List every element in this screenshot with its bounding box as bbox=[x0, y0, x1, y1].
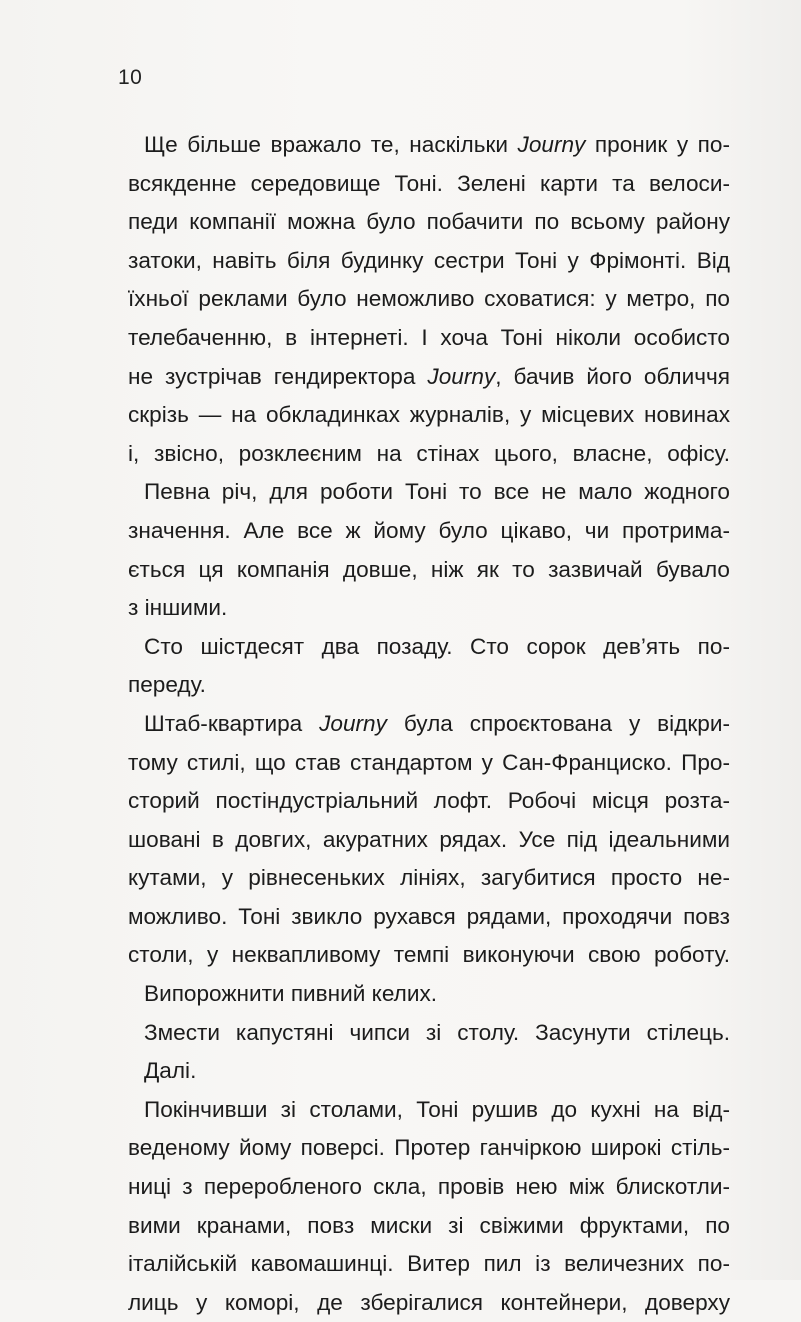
text-line: шовані в довгих, акуратних рядах. Усе під ідеальними bbox=[128, 826, 730, 852]
italic-text: Journy bbox=[427, 363, 496, 389]
text-line: ниці з переробленого скла, провів нею між блискотли- bbox=[128, 1174, 730, 1200]
text-line: можливо. Тоні звикло рухався рядами, проходячи повз bbox=[128, 903, 730, 929]
italic-text: Journy bbox=[319, 710, 387, 736]
text-line: веденому йому поверсі. Протер ганчіркою широкі стіль- bbox=[128, 1135, 730, 1161]
text-line: Ще більше вражало те, наскільки Journy проник у по- bbox=[144, 132, 730, 157]
text-line: Сто шістдесят два позаду. Сто сорок дев’ять по- bbox=[144, 633, 730, 659]
text-line: вими кранами, повз миски зі свіжими фруктами, по bbox=[128, 1212, 730, 1238]
body-text bbox=[128, 126, 730, 1322]
italic-text: Journy bbox=[517, 132, 586, 157]
paragraph bbox=[128, 126, 730, 473]
paragraph bbox=[128, 705, 730, 975]
paragraph bbox=[128, 1091, 730, 1322]
paragraph bbox=[128, 1052, 730, 1091]
text-line: і, звісно, розклеєним на стінах цього, власне, офісу. bbox=[128, 440, 730, 466]
text-line: з іншими. bbox=[128, 595, 228, 621]
text-line: телебаченню, в інтернеті. І хоча Тоні ніколи особисто bbox=[128, 324, 730, 350]
text-line: педи компанії можна було побачити по всьому району bbox=[128, 209, 730, 235]
text-line: Штаб-квартира Journy була спроєктована у відкри- bbox=[144, 710, 730, 736]
page-number: 10 bbox=[118, 66, 143, 89]
text-line: тому стилі, що став стандартом у Сан-Франциско. Про- bbox=[128, 749, 730, 775]
text-line: Далі. bbox=[144, 1058, 197, 1084]
paragraph bbox=[128, 1014, 730, 1053]
text-line: сторий постіндустріальний лофт. Робочі місця розта- bbox=[128, 788, 730, 814]
paragraph bbox=[128, 628, 730, 705]
text-line: кутами, у рівнесеньких лініях, загубитися просто не- bbox=[128, 865, 730, 891]
text-line: ється ця компанія довше, ніж як то зазвичай бувало bbox=[128, 556, 730, 582]
text-line: Певна річ, для роботи Тоні то все не мало жодного bbox=[144, 479, 730, 505]
text-line: всякденне середовище Тоні. Зелені карти та велоси- bbox=[128, 170, 730, 196]
text-line: значення. Але все ж йому було цікаво, чи протрима- bbox=[128, 517, 730, 543]
text-line: Покінчивши зі столами, Тоні рушив до кухні на від- bbox=[144, 1096, 730, 1122]
text-line: переду. bbox=[128, 672, 206, 698]
text-line: скрізь — на обкладинках журналів, у місцевих новинах bbox=[128, 402, 730, 428]
text-line: столи, у неквапливому темпі виконуючи свою роботу. bbox=[128, 942, 730, 968]
paragraph bbox=[128, 975, 730, 1014]
text-line: затоки, навіть біля будинку сестри Тоні у Фрімонті. Від bbox=[128, 247, 730, 273]
text-line: італійській кавомашинці. Витер пил із величезних по- bbox=[128, 1251, 730, 1277]
text-line: Змести капустяні чипси зі столу. Засунути стілець. bbox=[144, 1019, 730, 1045]
text-line: лиць у коморі, де зберігалися контейнери, доверху bbox=[128, 1289, 730, 1315]
text-line: Випорожнити пивний келих. bbox=[144, 981, 438, 1007]
text-line: не зустрічав гендиректора Journy, бачив його обличчя bbox=[128, 363, 730, 389]
paragraph bbox=[128, 473, 730, 627]
text-line: їхньої реклами було неможливо сховатися: у метро, по bbox=[128, 286, 730, 312]
